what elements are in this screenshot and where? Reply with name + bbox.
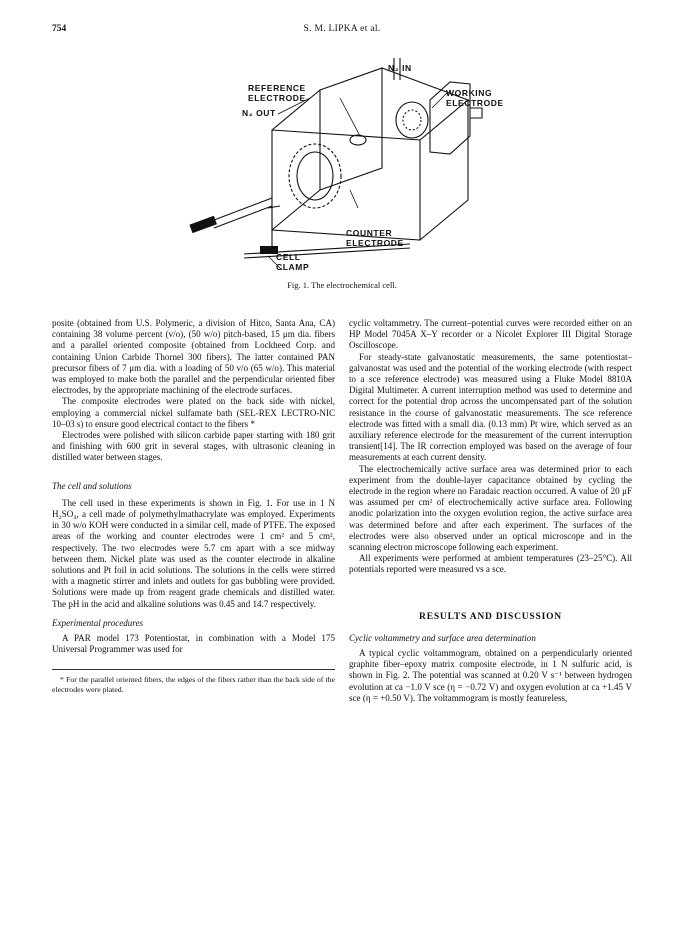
cell-clamp-label-1: CELL [276,252,301,262]
working-electrode-disk [396,102,428,138]
counter-electrode-label-1: COUNTER [346,228,393,238]
cell-diagram [150,58,550,288]
subsection-title: Experimental procedures [52,617,144,628]
cell-clamp-label-2: CLAMP [276,262,310,272]
subsection-title: Cyclic voltammetry and surface area determination [349,632,536,643]
section-heading: RESULTS AND DISCUSSION [419,611,562,622]
paragraph: posite (obtained from U.S. Polymeric, a division of Hitco, Santa Ana, CA) containing 38 volume percent (v/o), (50 w/o) pitch-based, 15 μm dia. fibers and a parallel oriented composite (obtained from Lockheed Corp. and containing Union Carbide Thornel 300 fibers). The latter contained PAN precursor fibers of 7 μm dia. with a loading of 50 v/o (65 w/o). This material was employed to make both the parallel and the perpendicular oriented fiber electrodes, by the appropriate machining of the electrode surfaces. [52,318,335,396]
n2-in-label: N₂ IN [388,63,412,73]
paragraph: The cell used in these experiments is shown in Fig. 1. For use in 1 N H₂SO₄, a cell made of polymethylmathacrylate was employed. Experiments in 30 w/o KOH were conducted in a similar cell, made of PTFE. The exposed areas of the working and counter electrodes were 1 cm² and 5 cm², respectively. The two electrodes were 5.7 cm apart with a sce midway between them. Nickel plate was used as the counter electrode in alkaline solutions and Pt foil in acid solutions. The solutions in the cells were stirred with a magnetic stirrer and inlets and outlets for gas bubbling were provided. Solutions were made up from reagent grade chemicals and distilled water. The pH in the acid and alkaline solutions was 0.45 and 14.7 respectively. [52,497,335,609]
working-electrode-label-2: ELECTRODE [446,98,504,108]
cell-front-panel [272,130,420,240]
right-column [349,318,632,704]
paragraph: A PAR model 173 Potentiostat, in combination with a Model 175 Universal Programmer was used for [52,633,335,655]
left-column [52,318,335,695]
reference-port [350,135,366,145]
page-number: 754 [52,24,67,34]
subsection-title: The cell and solutions [52,480,132,491]
counter-electrode-label-2: ELECTRODE [346,238,404,248]
cell-back-wall [320,68,382,190]
paragraph: Electrodes were polished with silicon carbide paper starting with 180 grit and finishing with 600 grit in several stages, with ultrasonic cleaning in distilled water between stages. [52,430,335,463]
working-electrode-label-1: WORKING [446,88,493,98]
figure-caption: Fig. 1. The electrochemical cell. [287,280,397,290]
paragraph: For steady-state galvanostatic measurements, the same potentiostat–galvanostat was used and the potential of the working electrode (with respect to a sce reference electrode) was measured using a Fluke Model 8810A Digital Multimeter. A current interruption method was used to determine and correct for the potential drop across the uncompensated part of the solution resistance in the course of galvanostatic measurements. The sce reference electrode was fitted with a small dia. (0.13 mm) Pt wire, which served as an auxiliary reference electrode for the measurement of the current interruption transient[14]. The IR correction employed was based on the average of four measurements at each current density. [349,351,632,463]
paragraph: All experiments were performed at ambient temperatures (23–25°C). All potentials reported were measured vs a sce. [349,553,632,575]
running-header [52,24,632,38]
clamp-screw [189,216,217,233]
n2-out-label: N₂ OUT [242,108,276,118]
paragraph: A typical cyclic voltammogram, obtained on a perpendicularly oriented graphite fiber–epoxy matrix composite electrode, in 1 N sulfuric acid, is shown in Fig. 2. The potential was scanned at 0.20 V s⁻¹ between hydrogen evolution at ca −1.0 V sce (η = −0.72 V) and oxygen evolution at ca +1.45 V sce (η = +0.50 V). The voltammogram is mostly featureless, [349,648,632,703]
figure-electrochemical-cell [150,58,550,288]
paragraph: The composite electrodes were plated on the back side with nickel, employing a commercial nickel sulfamate bath (SEL-REX LECTRO-NIC 10–03 s) to ensure good electrical contact to the fibers * [52,396,335,429]
reference-electrode-label-1: REFERENCE [248,83,306,93]
footnote-divider [52,669,335,670]
paragraph: cyclic voltammetry. The current–potential curves were recorded either on an HP Model 7045A X–Y recorder or a Nicolet Explorer III Digital Storage Oscilloscope. [349,318,632,351]
paragraph: The electrochemically active surface area was determined prior to each experiment from the double-layer capacitance obtained by cycling the electrode in the region where no Faradaic reaction occurred. A value of 20 μF was assumed per cm² of electrochemically active surface area. Following anodic polarization into the oxygen evolution region, the active surface area was determined before and after each experiment. The surfaces of the electrodes were also observed under an optical microscope and in the scanning electron microscope following each experiment. [349,463,632,553]
reference-electrode-label-2: ELECTRODE [248,93,306,103]
footnote: * For the parallel oriented fibers, the edges of the fibers rather than the back side of the electrodes were plated. [52,675,335,695]
running-head: S. M. LIPKA et al. [303,24,381,34]
